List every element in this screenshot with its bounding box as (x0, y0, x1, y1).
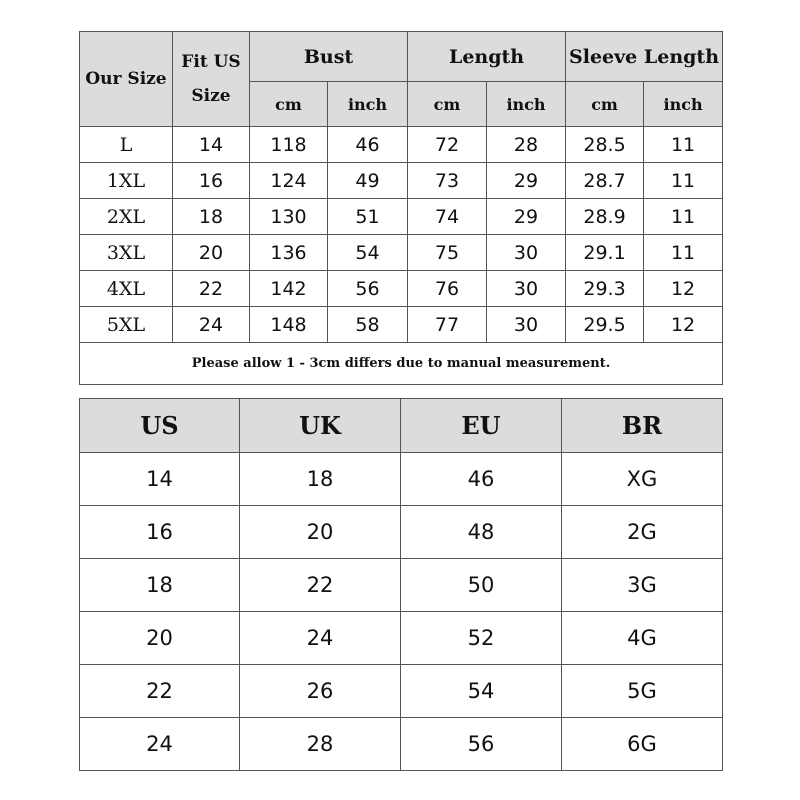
subheader-sleeve-inch: inch (644, 82, 723, 127)
cell-sleeve-inch: 11 (644, 235, 723, 271)
cell-bust-inch: 46 (328, 127, 408, 163)
cell-length-inch: 30 (487, 235, 566, 271)
subheader-length-cm: cm (408, 82, 487, 127)
cell-length-cm: 73 (408, 163, 487, 199)
table-row (80, 665, 723, 718)
note-row (80, 343, 723, 385)
cell-fit-us: 18 (173, 199, 250, 235)
table-row (80, 235, 723, 271)
cell-bust-inch: 54 (328, 235, 408, 271)
cell-br: 4G (562, 612, 723, 665)
cell-sleeve-cm: 29.1 (566, 235, 644, 271)
cell-br: 2G (562, 506, 723, 559)
cell-us: 20 (80, 612, 240, 665)
cell-bust-cm: 118 (250, 127, 328, 163)
cell-fit-us: 24 (173, 307, 250, 343)
cell-length-cm: 76 (408, 271, 487, 307)
cell-length-cm: 77 (408, 307, 487, 343)
cell-br: 5G (562, 665, 723, 718)
cell-bust-cm: 148 (250, 307, 328, 343)
cell-us: 22 (80, 665, 240, 718)
cell-sleeve-cm: 29.3 (566, 271, 644, 307)
cell-br: 6G (562, 718, 723, 771)
subheader-length-inch: inch (487, 82, 566, 127)
cell-bust-cm: 142 (250, 271, 328, 307)
header-us: US (80, 399, 240, 453)
cell-bust-cm: 130 (250, 199, 328, 235)
header-fit-us (173, 32, 250, 127)
cell-eu: 48 (401, 506, 562, 559)
table-row (80, 199, 723, 235)
cell-sleeve-cm: 28.7 (566, 163, 644, 199)
cell-uk: 22 (240, 559, 401, 612)
header-our-size: Our Size (80, 32, 173, 127)
size-conversion-table (79, 398, 723, 771)
cell-sleeve-inch: 12 (644, 271, 723, 307)
header-br: BR (562, 399, 723, 453)
cell-bust-inch: 51 (328, 199, 408, 235)
table-row (80, 612, 723, 665)
cell-fit-us: 22 (173, 271, 250, 307)
cell-eu: 54 (401, 665, 562, 718)
table-row (80, 506, 723, 559)
header-uk: UK (240, 399, 401, 453)
table-row (80, 163, 723, 199)
cell-bust-inch: 58 (328, 307, 408, 343)
cell-us: 24 (80, 718, 240, 771)
cell-fit-us: 16 (173, 163, 250, 199)
cell-size: L (80, 127, 173, 163)
cell-us: 18 (80, 559, 240, 612)
cell-uk: 20 (240, 506, 401, 559)
cell-us: 14 (80, 453, 240, 506)
cell-size: 2XL (80, 199, 173, 235)
cell-size: 4XL (80, 271, 173, 307)
cell-size: 1XL (80, 163, 173, 199)
cell-length-inch: 28 (487, 127, 566, 163)
cell-eu: 50 (401, 559, 562, 612)
cell-length-cm: 72 (408, 127, 487, 163)
header-length: Length (408, 32, 566, 82)
cell-uk: 24 (240, 612, 401, 665)
size-chart-table (79, 31, 723, 385)
table-row (80, 559, 723, 612)
table-row (80, 127, 723, 163)
subheader-bust-cm: cm (250, 82, 328, 127)
cell-eu: 52 (401, 612, 562, 665)
header-fit-us-line1: Fit US (181, 52, 241, 72)
cell-sleeve-inch: 11 (644, 199, 723, 235)
cell-sleeve-cm: 28.9 (566, 199, 644, 235)
cell-size: 5XL (80, 307, 173, 343)
cell-length-cm: 74 (408, 199, 487, 235)
cell-bust-cm: 124 (250, 163, 328, 199)
table-row (80, 718, 723, 771)
subheader-sleeve-cm: cm (566, 82, 644, 127)
cell-bust-inch: 56 (328, 271, 408, 307)
cell-eu: 46 (401, 453, 562, 506)
cell-fit-us: 20 (173, 235, 250, 271)
cell-bust-cm: 136 (250, 235, 328, 271)
cell-sleeve-cm: 29.5 (566, 307, 644, 343)
table-row (80, 271, 723, 307)
cell-length-inch: 29 (487, 163, 566, 199)
cell-sleeve-cm: 28.5 (566, 127, 644, 163)
cell-us: 16 (80, 506, 240, 559)
cell-uk: 26 (240, 665, 401, 718)
header-sleeve-length: Sleeve Length (566, 32, 723, 82)
cell-length-inch: 29 (487, 199, 566, 235)
cell-uk: 18 (240, 453, 401, 506)
cell-bust-inch: 49 (328, 163, 408, 199)
cell-length-inch: 30 (487, 271, 566, 307)
measurement-note: Please allow 1 - 3cm differs due to manual measurement. (80, 343, 723, 385)
cell-length-cm: 75 (408, 235, 487, 271)
cell-length-inch: 30 (487, 307, 566, 343)
table-row (80, 453, 723, 506)
table-row (80, 307, 723, 343)
cell-eu: 56 (401, 718, 562, 771)
header-fit-us-line2: Size (191, 86, 231, 106)
subheader-bust-inch: inch (328, 82, 408, 127)
cell-size: 3XL (80, 235, 173, 271)
cell-sleeve-inch: 11 (644, 127, 723, 163)
cell-br: XG (562, 453, 723, 506)
header-bust: Bust (250, 32, 408, 82)
cell-uk: 28 (240, 718, 401, 771)
cell-br: 3G (562, 559, 723, 612)
header-eu: EU (401, 399, 562, 453)
cell-fit-us: 14 (173, 127, 250, 163)
cell-sleeve-inch: 11 (644, 163, 723, 199)
cell-sleeve-inch: 12 (644, 307, 723, 343)
